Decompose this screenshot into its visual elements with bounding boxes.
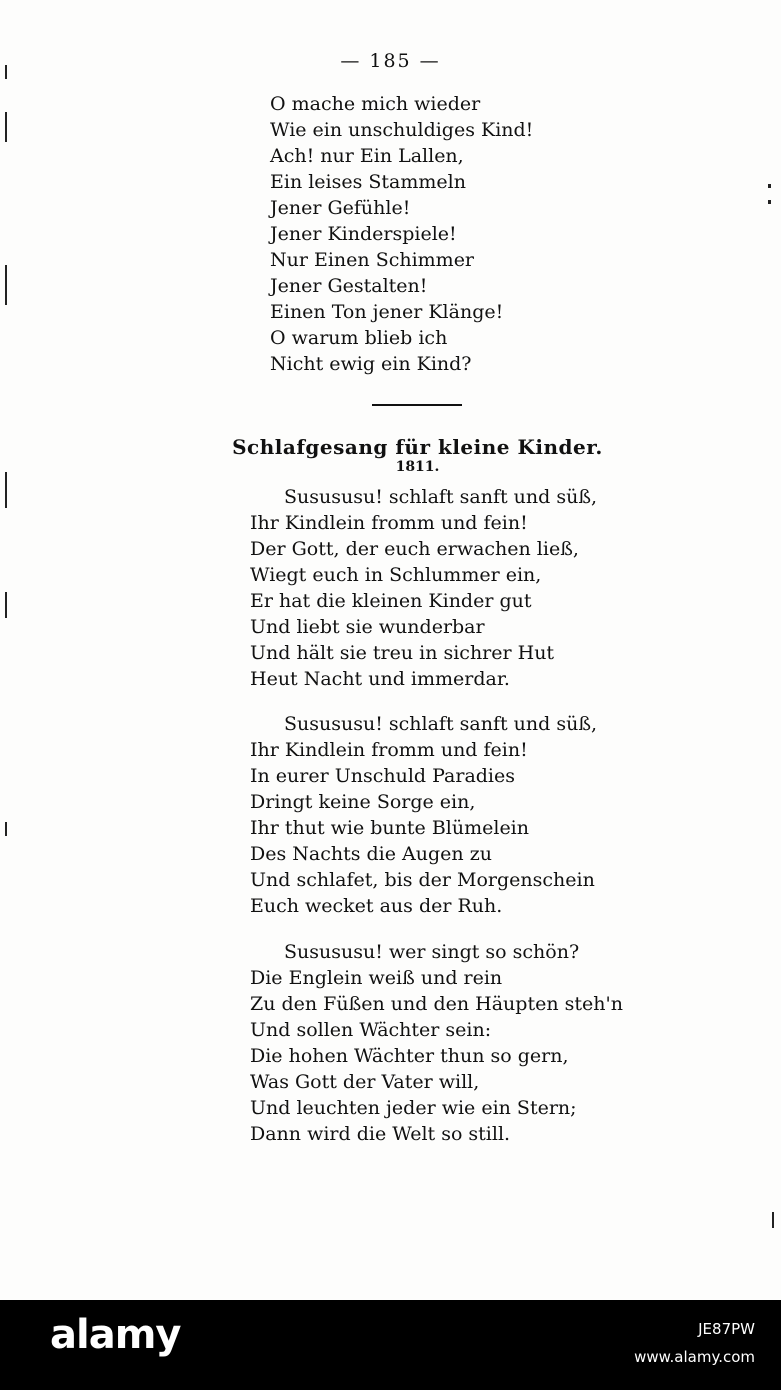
section-divider: [372, 404, 462, 406]
watermark-id: [634, 1315, 755, 1371]
verse-line: Dann wird die Welt so still.: [250, 1123, 511, 1145]
stanza-3: [250, 939, 623, 1147]
scan-edge-mark: [5, 472, 7, 508]
verse-line: Er hat die kleinen Kinder gut: [250, 590, 532, 612]
scan-edge-mark: [5, 592, 7, 618]
image-id: JE87PW: [698, 1320, 755, 1338]
verse-line: Ihr thut wie bunte Blümelein: [250, 817, 529, 839]
scan-edge-mark: [5, 265, 7, 305]
verse-line: Und schlafet, bis der Morgenschein: [250, 869, 595, 891]
top-verse: [270, 91, 533, 377]
verse-line: Susususu! schlaft sanft und süß,: [284, 713, 598, 735]
verse-line: Die hohen Wächter thun so gern,: [250, 1045, 569, 1067]
verse-line: Was Gott der Vater will,: [250, 1071, 480, 1093]
verse-line: Ein leises Stammeln: [270, 171, 466, 193]
scan-edge-mark: [768, 184, 771, 188]
watermark-logo: alamy: [50, 1312, 181, 1358]
scan-edge-mark: [768, 200, 771, 204]
verse-line: Des Nachts die Augen zu: [250, 843, 492, 865]
verse-line: O warum blieb ich: [270, 327, 448, 349]
verse-line: Nicht ewig ein Kind?: [270, 353, 472, 375]
watermark-site: www.alamy.com: [634, 1348, 755, 1366]
verse-line: Der Gott, der euch erwachen ließ,: [250, 538, 579, 560]
stanza-1: [250, 484, 597, 692]
verse-line: Und hält sie treu in sichrer Hut: [250, 642, 555, 664]
stanza-2: [250, 711, 597, 919]
scan-edge-mark: [772, 1212, 774, 1228]
verse-line: Zu den Füßen und den Häupten steh'n: [250, 993, 623, 1015]
verse-line: Und liebt sie wunderbar: [250, 616, 485, 638]
verse-line: Ach! nur Ein Lallen,: [270, 145, 464, 167]
verse-line: Ihr Kindlein fromm und fein!: [250, 512, 528, 534]
page-number: — 185 —: [340, 50, 441, 72]
scan-edge-mark: [5, 822, 7, 836]
scan-edge-mark: [5, 65, 7, 79]
watermark-banner: [0, 1300, 781, 1390]
verse-line: Euch wecket aus der Ruh.: [250, 895, 503, 917]
verse-line: Und leuchten jeder wie ein Stern;: [250, 1097, 577, 1119]
poem-year: 1811.: [395, 459, 440, 475]
verse-line: Die Englein weiß und rein: [250, 967, 503, 989]
verse-line: Dringt keine Sorge ein,: [250, 791, 476, 813]
verse-line: Wie ein unschuldiges Kind!: [270, 119, 534, 141]
scan-edge-mark: [5, 112, 7, 142]
verse-line: Nur Einen Schimmer: [270, 249, 475, 271]
verse-line: Jener Gestalten!: [270, 275, 428, 297]
verse-line: In eurer Unschuld Paradies: [250, 765, 516, 787]
verse-line: Wiegt euch in Schlummer ein,: [250, 564, 542, 586]
verse-line: Und sollen Wächter sein:: [250, 1019, 492, 1041]
verse-line: Jener Gefühle!: [270, 197, 411, 219]
verse-line: Einen Ton jener Klänge!: [270, 301, 504, 323]
verse-line: Jener Kinderspiele!: [270, 223, 457, 245]
verse-line: Susususu! schlaft sanft und süß,: [284, 486, 598, 508]
verse-line: Susususu! wer singt so schön?: [284, 941, 580, 963]
verse-line: Ihr Kindlein fromm und fein!: [250, 739, 528, 761]
verse-line: O mache mich wieder: [270, 93, 481, 115]
verse-line: Heut Nacht und immerdar.: [250, 668, 510, 690]
poem-title: Schlafgesang für kleine Kinder.: [232, 435, 603, 459]
